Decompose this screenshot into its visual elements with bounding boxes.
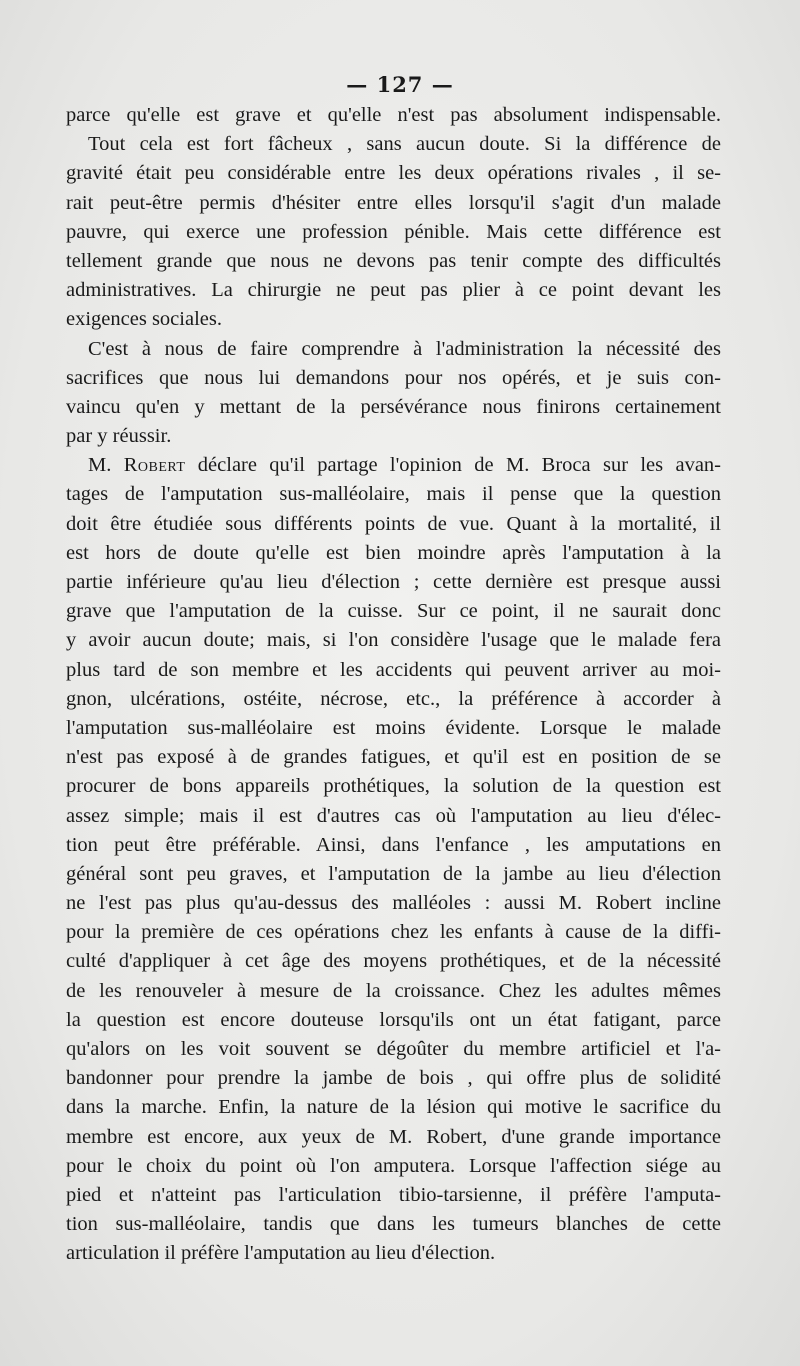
text-line: membre est encore, aux yeux de M. Robert, d'une grande importance — [66, 1125, 721, 1148]
text-line: la question est encore douteuse lorsqu'ils ont un état fatigant, parce — [66, 1008, 721, 1031]
text-line: tellement grande que nous ne devons pas tenir compte des difficultés — [66, 249, 721, 272]
text-line: l'amputation sus-malléolaire est moins évidente. Lorsque le malade — [66, 716, 721, 739]
text-line: pauvre, qui exerce une profession pénible. Mais cette différence est — [66, 220, 721, 243]
page-number: — 127 — — [346, 72, 454, 97]
text-line: dans la marche. Enfin, la nature de la lésion qui motive le sacrifice du — [66, 1096, 721, 1119]
text-line: rait peut-être permis d'hésiter entre elles lorsqu'il s'agit d'un malade — [66, 191, 721, 214]
text-line: culté d'appliquer à cet âge des moyens prothétiques, et de la nécessité — [66, 950, 721, 973]
text-line: vaincu qu'en y mettant de la persévérance nous finirons certainement — [66, 395, 721, 418]
text-line: plus tard de son membre et les accidents qui peuvent arriver au moi- — [66, 658, 721, 681]
text-line: tages de l'amputation sus-malléolaire, mais il pense que la question — [66, 483, 721, 506]
text-line: assez simple; mais il est d'autres cas où l'amputation au lieu d'élec- — [66, 804, 721, 827]
paragraph-end-line: exigences sociales. — [66, 308, 222, 331]
text-line: pied et n'atteint pas l'articulation tibio-tarsienne, il préfère l'amputa- — [66, 1183, 721, 1206]
text-line: gravité était peu considérable entre les deux opérations rivales , il se- — [66, 162, 721, 185]
text-line: procurer de bons appareils prothétiques, la solution de la question est — [66, 775, 721, 798]
text-line: tion sus-malléolaire, tandis que dans les tumeurs blanches de cette — [66, 1213, 721, 1236]
text-line: qu'alors on les voit souvent se dégoûter du membre artificiel et l'a- — [66, 1038, 721, 1060]
text-line: bandonner pour prendre la jambe de bois , qui offre plus de solidité — [66, 1067, 721, 1090]
paragraph-end-line: par y réussir. — [66, 425, 172, 448]
paragraph-start-line: C'est à nous de faire comprendre à l'administration la nécessité des — [88, 337, 721, 360]
text-line: administratives. La chirurgie ne peut pas plier à ce point devant les — [66, 279, 721, 302]
speaker-paragraph-start-line: M. Robert déclare qu'il partage l'opinion de M. Broca sur les avan- — [88, 454, 721, 477]
text-line: parce qu'elle est grave et qu'elle n'est pas absolument indispensable. — [66, 104, 721, 126]
text-line: tion peut être préférable. Ainsi, dans l'enfance , les amputations en — [66, 833, 721, 856]
text-line: est hors de doute qu'elle est bien moindre après l'amputation à la — [66, 541, 721, 564]
text-line: pour la première de ces opérations chez les enfants à cause de la diffi- — [66, 921, 721, 944]
text-line: n'est pas exposé à de grandes fatigues, et qu'il est en position de se — [66, 746, 721, 769]
speaker-name: Robert — [123, 454, 186, 477]
text-line: de les renouveler à mesure de la croissance. Chez les adultes mêmes — [66, 979, 721, 1002]
text-line: gnon, ulcérations, ostéite, nécrose, etc., la préférence à accorder à — [66, 687, 721, 710]
text-line: sacrifices que nous lui demandons pour nos opérés, et je suis con- — [66, 366, 721, 389]
text-line: grave que l'amputation de la cuisse. Sur ce point, il ne saurait donc — [66, 600, 721, 623]
speaker-line-text: déclare qu'il partage l'opinion de M. Broca sur les avan- — [197, 454, 721, 477]
text-line: y avoir aucun doute; mais, si l'on considère l'usage que le malade fera — [66, 629, 721, 652]
text-line: général sont peu graves, et l'amputation de la jambe au lieu d'élection — [66, 862, 721, 885]
body-text — [66, 101, 721, 1269]
paragraph-end-line: articulation il préfère l'amputation au lieu d'élection. — [66, 1242, 496, 1265]
paragraph-start-line: Tout cela est fort fâcheux , sans aucun doute. Si la différence de — [88, 133, 721, 156]
text-line: partie inférieure qu'au lieu d'élection ; cette dernière est presque aussi — [66, 571, 721, 593]
text-line: doit être étudiée sous différents points de vue. Quant à la mortalité, il — [66, 512, 721, 535]
text-line: pour le choix du point où l'on amputera. Lorsque l'affection siége au — [66, 1154, 721, 1177]
text-line: ne l'est pas plus qu'au-dessus des malléoles : aussi M. Robert incline — [66, 892, 721, 915]
